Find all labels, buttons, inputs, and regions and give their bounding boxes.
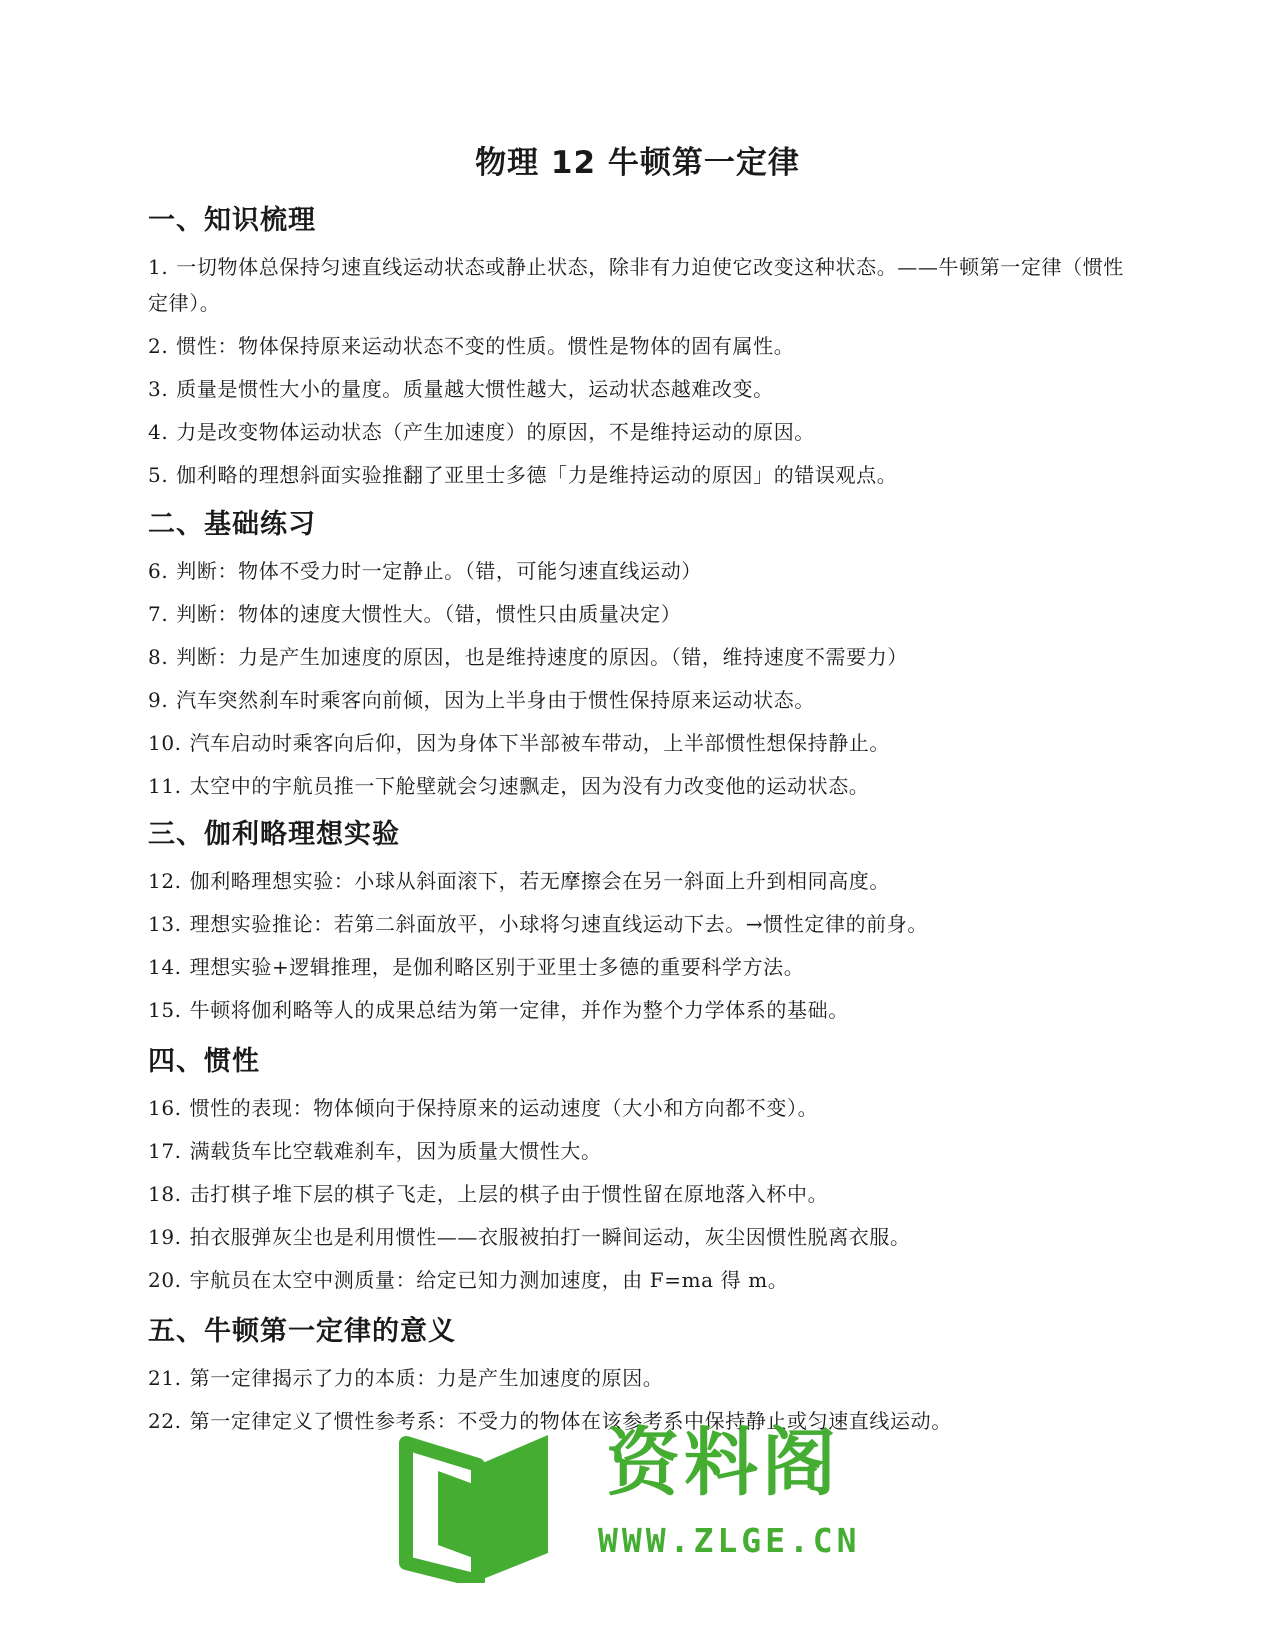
list-item: 1. 一切物体总保持匀速直线运动状态或静止状态，除非有力迫使它改变这种状态。——牛顿第一定律（惯性定律）。 <box>148 255 1124 315</box>
list-item: 18. 击打棋子堆下层的棋子飞走，上层的棋子由于惯性留在原地落入杯中。 <box>148 1182 829 1206</box>
list-item: 12. 伽利略理想实验：小球从斜面滚下，若无摩擦会在另一斜面上升到相同高度。 <box>148 869 891 893</box>
list-item: 10. 汽车启动时乘客向后仰，因为身体下半部被车带动，上半部惯性想保持静止。 <box>148 731 891 755</box>
list-item: 4. 力是改变物体运动状态（产生加速度）的原因，不是维持运动的原因。 <box>148 420 815 444</box>
list-item: 5. 伽利略的理想斜面实验推翻了亚里士多德「力是维持运动的原因」的错误观点。 <box>148 463 898 487</box>
section-knowledge <box>148 203 1128 500</box>
list-item: 17. 满载货车比空载难刹车，因为质量大惯性大。 <box>148 1139 602 1163</box>
list-item: 21. 第一定律揭示了力的本质：力是产生加速度的原因。 <box>148 1366 664 1390</box>
list-item: 8. 判断：力是产生加速度的原因，也是维持速度的原因。（错，维持速度不需要力） <box>148 645 908 669</box>
list-item: 3. 质量是惯性大小的量度。质量越大惯性越大，运动状态越难改变。 <box>148 377 774 401</box>
list-item: 16. 惯性的表现：物体倾向于保持原来的运动速度（大小和方向都不变）。 <box>148 1096 819 1120</box>
section-heading: 一、知识梳理 <box>148 205 316 236</box>
book-icon <box>398 1413 568 1583</box>
page-title: 物理 12 牛顿第一定律 <box>475 145 800 181</box>
list-item: 15. 牛顿将伽利略等人的成果总结为第一定律，并作为整个力学体系的基础。 <box>148 998 849 1022</box>
watermark-name: 资料阁 <box>606 1420 840 1506</box>
section-heading: 三、伽利略理想实验 <box>148 819 400 850</box>
section-heading: 五、牛顿第一定律的意义 <box>148 1316 456 1347</box>
list-item: 7. 判断：物体的速度大惯性大。（错，惯性只由质量决定） <box>148 602 682 626</box>
section-galileo-experiment <box>148 817 1128 1035</box>
list-item: 2. 惯性：物体保持原来运动状态不变的性质。惯性是物体的固有属性。 <box>148 334 795 358</box>
list-item: 19. 拍衣服弹灰尘也是利用惯性——衣服被拍打一瞬间运动，灰尘因惯性脱离衣服。 <box>148 1225 911 1249</box>
list-item: 9. 汽车突然刹车时乘客向前倾，因为上半身由于惯性保持原来运动状态。 <box>148 688 815 712</box>
list-item: 14. 理想实验+逻辑推理，是伽利略区别于亚里士多德的重要科学方法。 <box>148 955 805 979</box>
list-item: 11. 太空中的宇航员推一下舱壁就会匀速飘走，因为没有力改变他的运动状态。 <box>148 774 870 798</box>
section-heading: 四、惯性 <box>148 1046 260 1077</box>
list-item: 20. 宇航员在太空中测质量：给定已知力测加速度，由 F=ma 得 m。 <box>148 1268 789 1292</box>
section-inertia <box>148 1044 1128 1305</box>
section-basic-practice <box>148 507 1128 811</box>
list-item: 6. 判断：物体不受力时一定静止。（错，可能匀速直线运动） <box>148 559 702 583</box>
section-heading: 二、基础练习 <box>148 509 316 540</box>
list-item: 13. 理想实验推论：若第二斜面放平，小球将匀速直线运动下去。→惯性定律的前身。 <box>148 912 928 936</box>
watermark-logo <box>398 1413 868 1583</box>
watermark-url: WWW.ZLGE.CN <box>598 1521 861 1560</box>
list-item: 22. 第一定律定义了惯性参考系：不受力的物体在该参考系中保持静止或匀速直线运动。 <box>148 1409 952 1433</box>
